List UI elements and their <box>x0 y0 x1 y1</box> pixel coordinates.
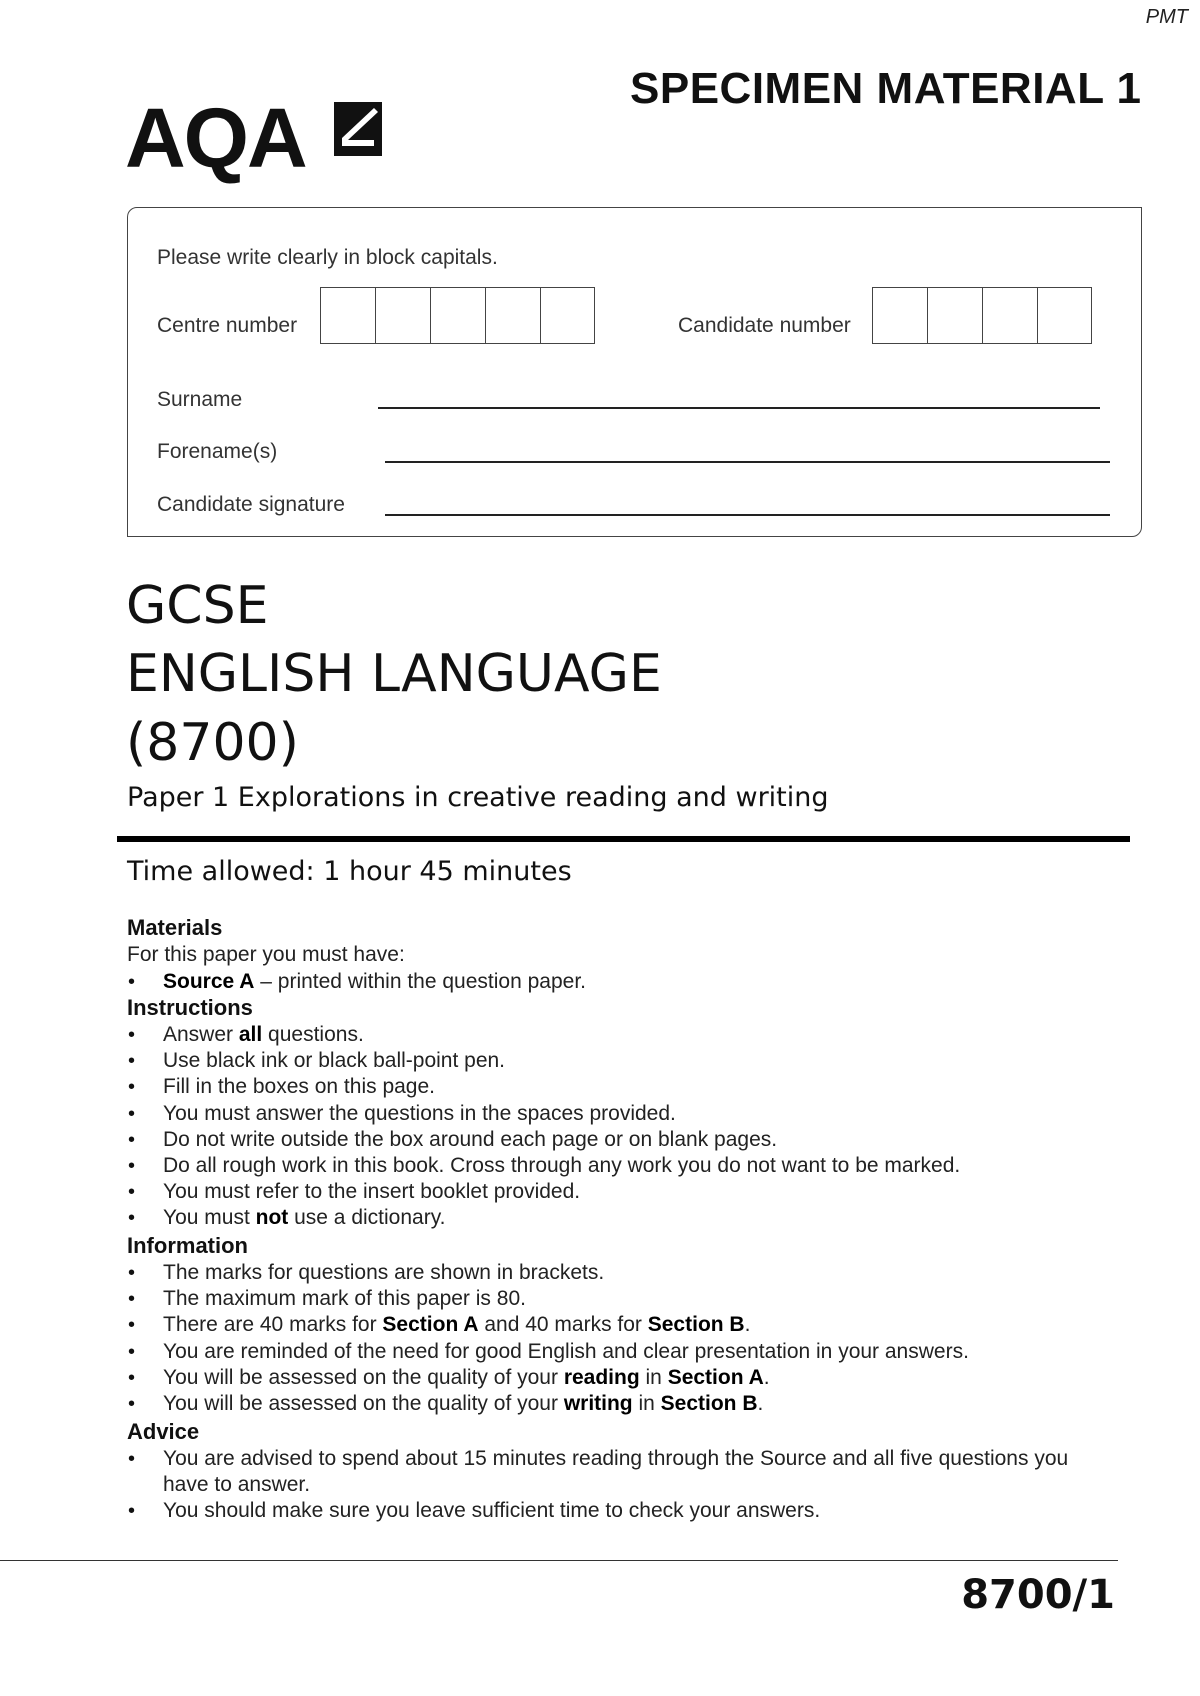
surname-label: Surname <box>157 388 243 411</box>
list-item: • You will be assessed on the quality of your reading in Section A. <box>127 1365 1107 1391</box>
tick-mark-icon <box>330 98 386 160</box>
instructions-heading: Instructions <box>127 995 253 1020</box>
materials-heading: Materials <box>127 915 223 940</box>
list-item: • You must answer the questions in the spaces provided. <box>127 1101 1107 1127</box>
list-item: • Use black ink or black ball-point pen. <box>127 1048 1107 1074</box>
paper-title: Paper 1 Explorations in creative reading and writing <box>127 782 829 813</box>
candidate-number-label: Candidate number <box>678 314 851 337</box>
candidate-digit-box[interactable] <box>927 287 982 344</box>
list-item: • You must not use a dictionary. <box>127 1205 1107 1231</box>
list-item: • There are 40 marks for Section A and 40 marks for Section B. <box>127 1312 1107 1338</box>
list-item: • The marks for questions are shown in brackets. <box>127 1260 1107 1286</box>
footer-divider <box>0 1560 1118 1561</box>
list-item: • Source A – printed within the question paper. <box>127 969 1107 995</box>
candidate-digit-box[interactable] <box>872 287 927 344</box>
advice-list <box>127 1446 1087 1525</box>
signature-field[interactable] <box>385 514 1110 516</box>
candidate-digit-box[interactable] <box>982 287 1037 344</box>
list-item: • Fill in the boxes on this page. <box>127 1074 1107 1100</box>
list-item: • You are advised to spend about 15 minutes reading through the Source and all five questions you have to answer. <box>127 1446 1087 1498</box>
surname-field[interactable] <box>378 407 1100 409</box>
time-allowed: Time allowed: 1 hour 45 minutes <box>127 856 572 887</box>
candidate-number-boxes[interactable] <box>872 287 1092 344</box>
list-item: • You must refer to the insert booklet provided. <box>127 1179 1107 1205</box>
centre-number-label: Centre number <box>157 314 298 337</box>
centre-digit-box[interactable] <box>485 287 540 344</box>
information-heading: Information <box>127 1233 248 1258</box>
centre-digit-box[interactable] <box>320 287 375 344</box>
list-item: • Do all rough work in this book. Cross through any work you do not want to be marked. <box>127 1153 1107 1179</box>
forenames-field[interactable] <box>385 461 1110 463</box>
list-item: • You should make sure you leave sufficient time to check your answers. <box>127 1498 1087 1524</box>
signature-label: Candidate signature <box>157 493 345 516</box>
list-item: • You are reminded of the need for good English and clear presentation in your answers. <box>127 1339 1107 1365</box>
heading-divider <box>117 836 1130 842</box>
block-capitals-instruction: Please write clearly in block capitals. <box>157 246 498 269</box>
instructions-list <box>127 1022 1107 1232</box>
centre-number-boxes[interactable] <box>320 287 595 344</box>
advice-heading: Advice <box>127 1419 200 1444</box>
materials-intro: For this paper you must have: <box>127 943 405 966</box>
list-item: • Do not write outside the box around each page or on blank pages. <box>127 1127 1107 1153</box>
logo-text: AQA <box>125 91 306 185</box>
list-item: • The maximum mark of this paper is 80. <box>127 1286 1107 1312</box>
specimen-heading: SPECIMEN MATERIAL 1 <box>630 64 1142 113</box>
centre-digit-box[interactable] <box>540 287 595 344</box>
aqa-logo <box>125 91 306 185</box>
qualification-title: GCSE <box>126 576 269 636</box>
corner-tag: PMT <box>1145 6 1188 28</box>
list-item: • Answer all questions. <box>127 1022 1107 1048</box>
subject-title: ENGLISH LANGUAGE <box>126 644 662 704</box>
paper-code: 8700/1 <box>961 1572 1115 1618</box>
forenames-label: Forename(s) <box>157 440 278 463</box>
list-item: • You will be assessed on the quality of your writing in Section B. <box>127 1391 1107 1417</box>
materials-list <box>127 969 1107 995</box>
information-list <box>127 1260 1107 1417</box>
candidate-details-box <box>127 207 1142 537</box>
centre-digit-box[interactable] <box>430 287 485 344</box>
candidate-digit-box[interactable] <box>1037 287 1092 344</box>
centre-digit-box[interactable] <box>375 287 430 344</box>
subject-code: (8700) <box>126 713 299 773</box>
